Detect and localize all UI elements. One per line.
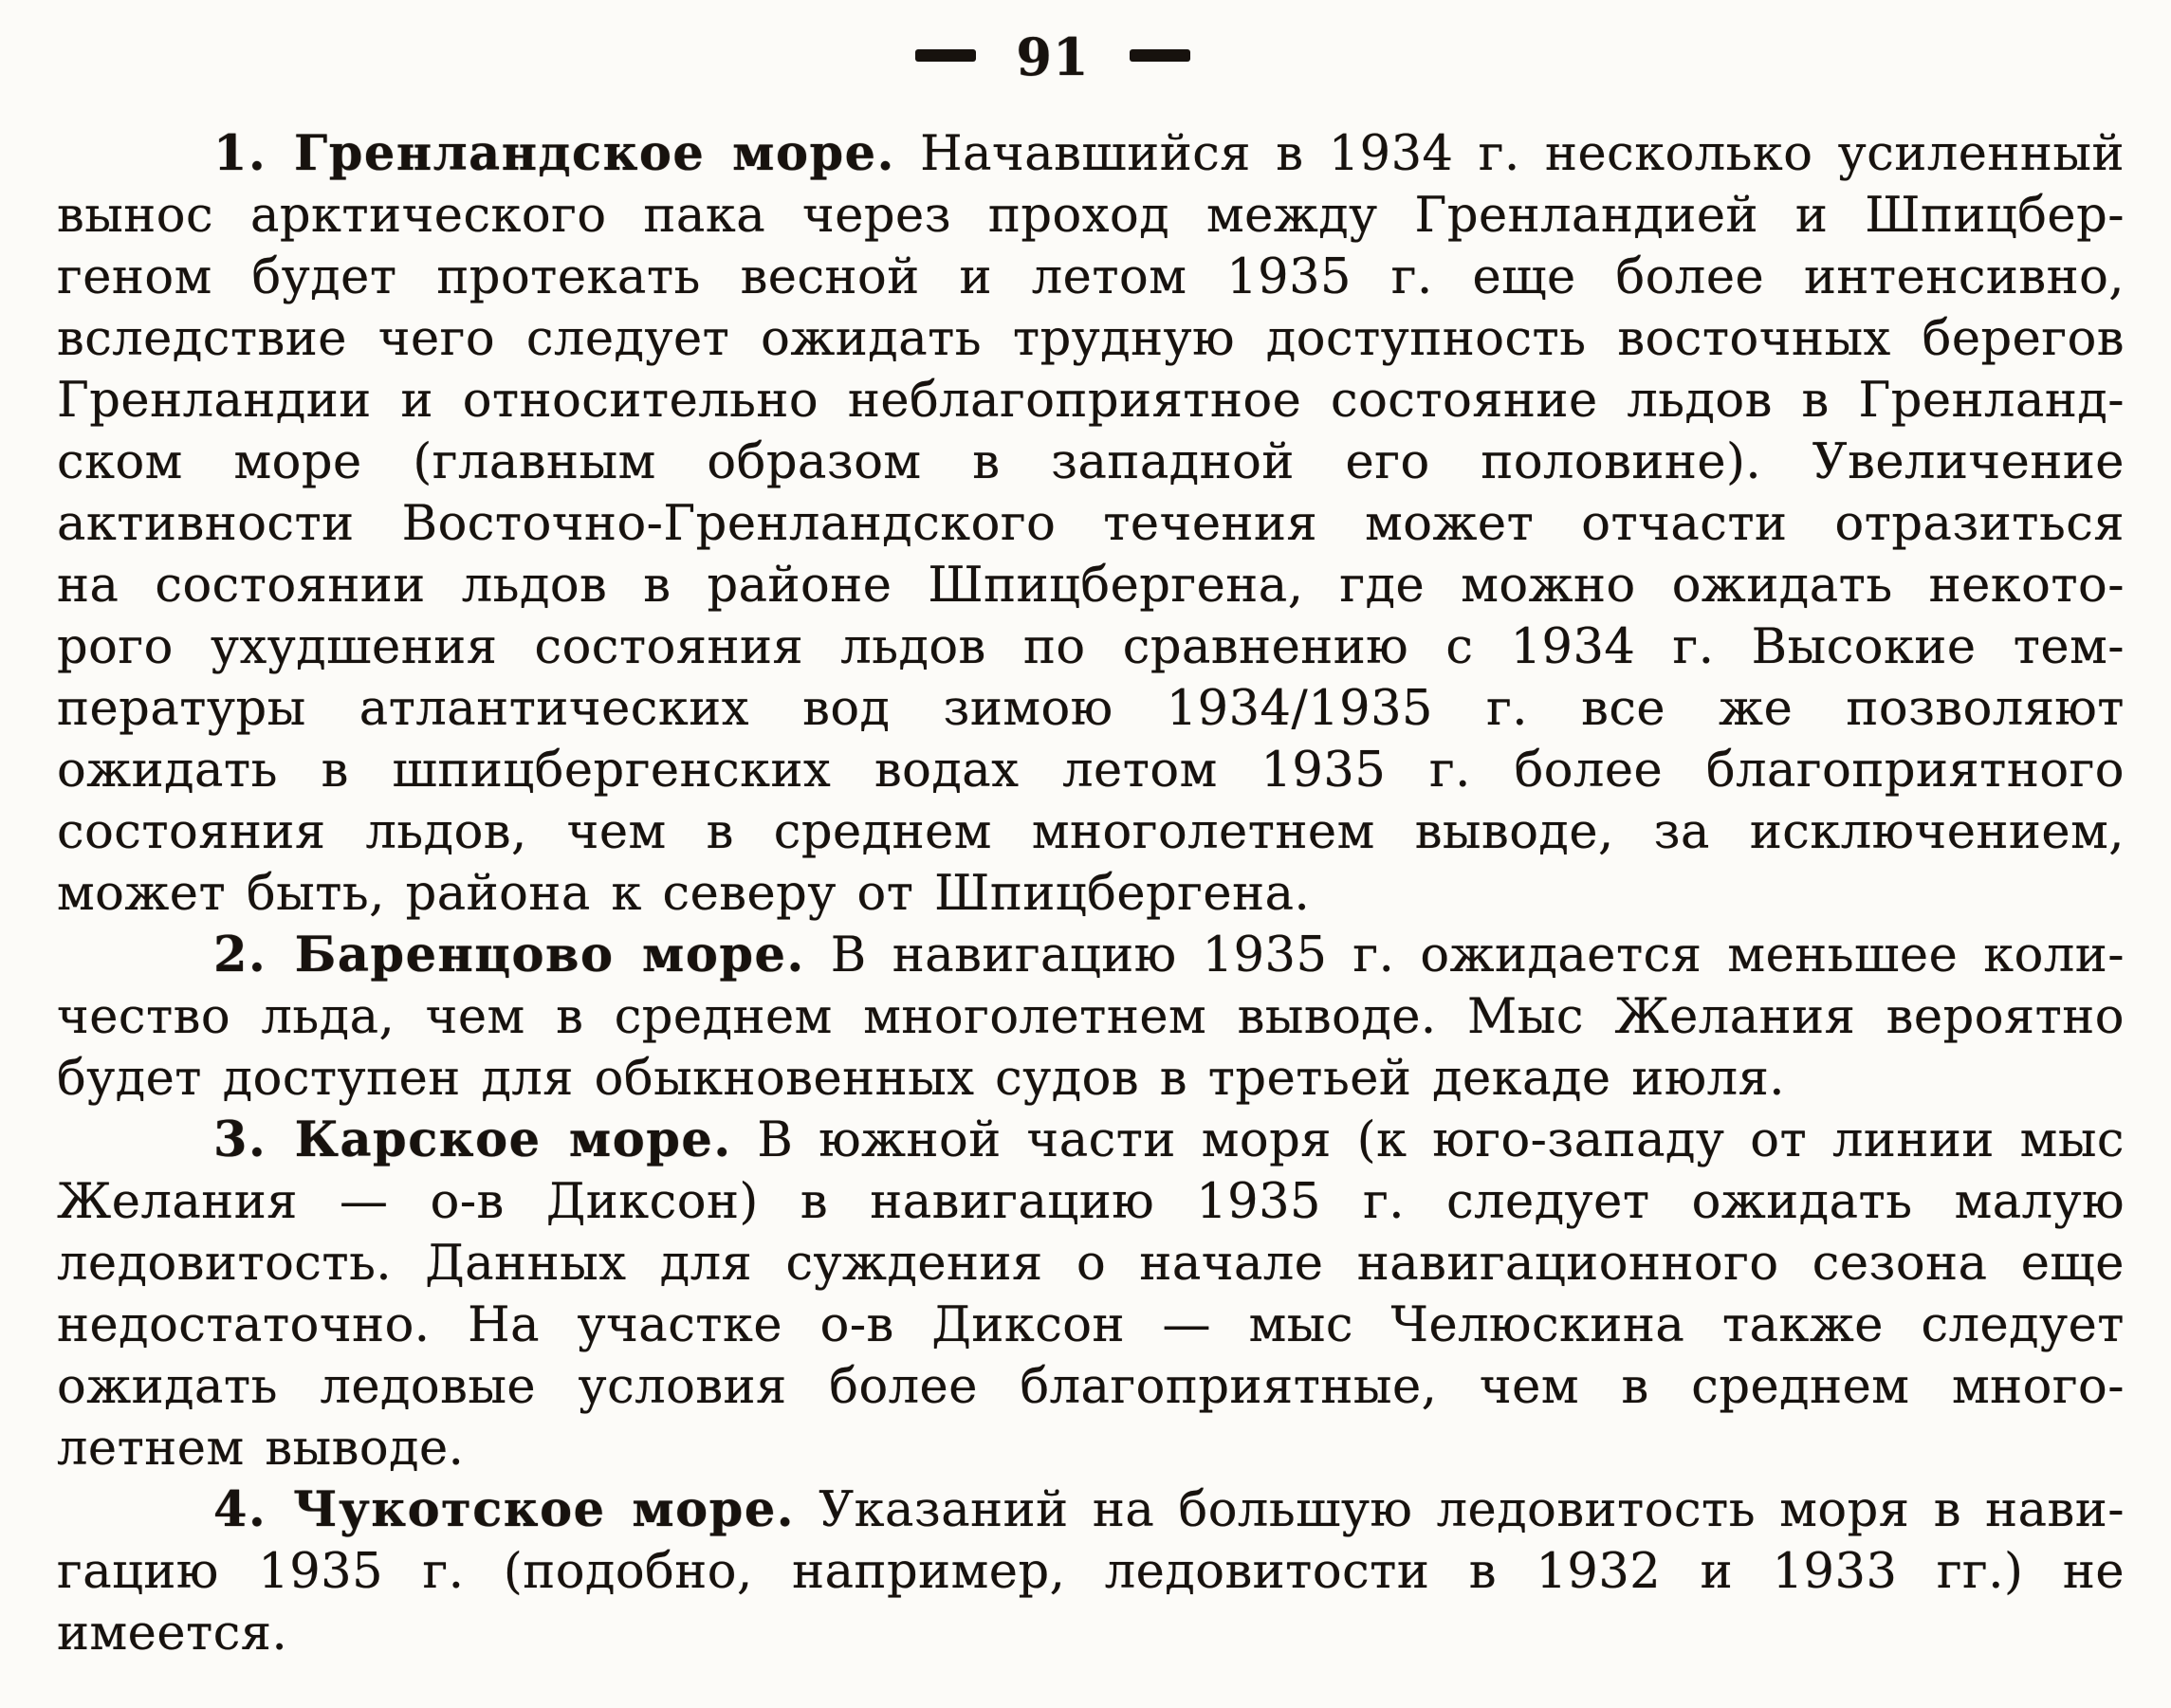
text-line: 2. Баренцово море. В навигацию 1935 г. ожидается меньшее коли-: [213, 927, 2125, 983]
paragraph-lead: 2. Баренцово море.: [213, 927, 805, 983]
text-line: ском море (главным образом в западной его половине). Увеличение: [57, 434, 2125, 490]
text-line: пературы атлантических вод зимою 1934/1935 г. все же позволяют: [57, 681, 2125, 737]
paragraph-chukchi-sea: [57, 1479, 2125, 1664]
text-line: Желания — о-в Диксон) в навигацию 1935 г. следует ожидать малую: [57, 1174, 2125, 1230]
text-line: состояния льдов, чем в среднем многолетнем выводе, за исключением,: [57, 804, 2125, 860]
text-line: недостаточно. На участке о-в Диксон — мыс Челюскина также следует: [57, 1297, 2125, 1353]
page-number: 91: [1016, 27, 1090, 87]
paragraph-lead: 1. Гренландское море.: [213, 125, 895, 182]
text-line: чество льда, чем в среднем многолетнем выводе. Мыс Желания вероятно: [57, 989, 2125, 1045]
text-line: гацию 1935 г. (подобно, например, ледовитости в 1932 и 1933 гг.) не: [57, 1544, 2125, 1600]
text-line: имеется.: [57, 1606, 288, 1662]
text-line: летнем выводе.: [57, 1421, 465, 1477]
text-line: может быть, района к северу от Шпицбергена.: [57, 866, 1311, 922]
text-line: ожидать ледовые условия более благоприятные, чем в среднем много-: [57, 1359, 2125, 1415]
paragraph-barents-sea: [57, 925, 2125, 1110]
text-line: ожидать в шпицбергенских водах летом 1935 г. более благоприятного: [57, 743, 2125, 799]
page-header: [0, 27, 2106, 87]
text-line: 1. Гренландское море. Начавшийся в 1934 г. несколько усиленный: [213, 125, 2125, 182]
paragraph-lead: 3. Карское море.: [213, 1111, 732, 1168]
text-line: активности Восточно-Гренландского течения может отчасти отразиться: [57, 496, 2125, 552]
header-dash-left: [915, 49, 976, 62]
paragraph-kara-sea: [57, 1110, 2125, 1479]
text-line: вынос арктического пака через проход между Гренландией и Шпицбер-: [57, 188, 2125, 244]
text-line: 3. Карское море. В южной части моря (к юго-западу от линии мыс: [213, 1111, 2125, 1168]
text-line: вследствие чего следует ожидать трудную доступность восточных берегов: [57, 311, 2125, 367]
text-line: на состоянии льдов в районе Шпицбергена, где можно ожидать некото-: [57, 558, 2125, 614]
text-line: 4. Чукотское море. Указаний на большую ледовитость моря в нави-: [213, 1481, 2125, 1538]
paragraph-lead: 4. Чукотское море.: [213, 1481, 796, 1538]
text-line: будет доступен для обыкновенных судов в третьей декаде июля.: [57, 1051, 1785, 1107]
text-line: геном будет протекать весной и летом 1935 г. еще более интенсивно,: [57, 249, 2125, 305]
paragraph-greenland-sea: [57, 123, 2125, 925]
header-dash-right: [1130, 49, 1190, 62]
page-content: [57, 123, 2125, 1664]
text-line: ледовитость. Данных для суждения о начале навигационного сезона еще: [57, 1236, 2125, 1292]
text-line: рого ухудшения состояния льдов по сравнению с 1934 г. Высокие тем-: [57, 619, 2125, 675]
text-line: Гренландии и относительно неблагоприятное состояние льдов в Гренланд-: [57, 373, 2125, 429]
